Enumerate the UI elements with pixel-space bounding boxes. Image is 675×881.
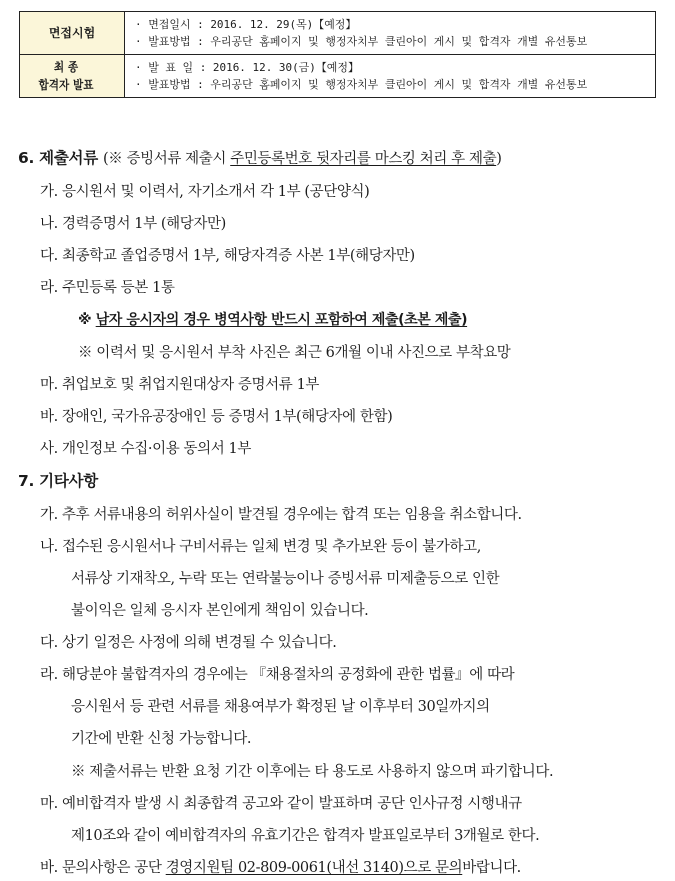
- schedule-value-line: · 발 표 일 : 2016. 12. 30(금)【예정】: [135, 61, 359, 74]
- schedule-value-line: · 발표방법 : 우리공단 홈페이지 및 행정자치부 클린아이 게시 및 합격자 개별 유선통보: [135, 78, 588, 91]
- schedule-label-text: 최 종: [53, 60, 79, 74]
- list-item: 다. 최종학교 졸업증명서 1부, 해당자격증 사본 1부(해당자만): [40, 248, 415, 264]
- section-6-heading: [18, 146, 501, 168]
- section-6-note: [103, 151, 501, 167]
- section-6-title: 6. 제출서류: [18, 149, 98, 167]
- list-item: 가. 응시원서 및 이력서, 자기소개서 각 1부 (공단양식): [40, 184, 370, 200]
- list-item: 나. 접수된 응시원서나 구비서류는 일체 변경 및 추가보완 등이 불가하고,: [40, 539, 481, 555]
- schedule-label-text: 면접시험: [48, 26, 96, 40]
- list-item-continuation: 기간에 반환 신청 가능합니다.: [71, 731, 252, 747]
- disposal-note: ※ 제출서류는 반환 요청 기간 이후에는 타 용도로 사용하지 않으며 파기합니다.: [71, 764, 554, 780]
- photo-note: ※ 이력서 및 응시원서 부착 사진은 최근 6개월 이내 사진으로 부착요망: [78, 345, 511, 361]
- note-underlined: 남자 응시자의 경우 병역사항 반드시 포함하여 제출(초본 제출): [95, 312, 468, 328]
- schedule-value-line: · 면접일시 : 2016. 12. 29(목)【예정】: [135, 18, 357, 31]
- list-item-continuation: 제10조와 같이 예비합격자의 유효기간은 합격자 발표일로부터 3개월로 한다.: [71, 828, 540, 844]
- schedule-value-final: [125, 55, 656, 98]
- schedule-value-line: · 발표방법 : 우리공단 홈페이지 및 행정자치부 클린아이 게시 및 합격자 개별 유선통보: [135, 35, 588, 48]
- schedule-row-interview: [20, 12, 656, 55]
- note-suffix: ): [496, 151, 502, 167]
- note-prefix: (※ 증빙서류 제출시: [102, 151, 231, 167]
- note-underlined: 주민등록번호 뒷자리를 마스킹 처리 후 제출: [230, 151, 497, 167]
- list-item: 라. 해당분야 불합격자의 경우에는 『채용절차의 공정화에 관한 법률』에 따라: [40, 667, 515, 683]
- list-item: 사. 개인정보 수집·이용 동의서 1부: [40, 441, 251, 457]
- schedule-row-final: [20, 55, 656, 98]
- contact-item: [40, 856, 521, 877]
- schedule-label-final: [20, 55, 125, 98]
- contact-prefix: 바. 문의사항은 공단: [40, 860, 166, 876]
- section-7-heading: [18, 469, 98, 491]
- list-item-continuation: 응시원서 등 관련 서류를 채용여부가 확정된 날 이후부터 30일까지의: [71, 699, 490, 715]
- note-mark: ※: [78, 312, 96, 328]
- list-item-continuation: 불이익은 일체 응시자 본인에게 책임이 있습니다.: [71, 603, 369, 619]
- list-item: 마. 취업보호 및 취업지원대상자 증명서류 1부: [40, 377, 320, 393]
- contact-suffix: 바랍니다.: [462, 860, 521, 876]
- schedule-value-interview: [125, 12, 656, 55]
- list-item-continuation: 서류상 기재착오, 누락 또는 연락불능이나 증빙서류 미제출등으로 인한: [71, 571, 500, 587]
- list-item: 나. 경력증명서 1부 (해당자만): [40, 216, 226, 232]
- list-item: 다. 상기 일정은 사정에 의해 변경될 수 있습니다.: [40, 635, 337, 651]
- section-7-title: 7. 기타사항: [18, 472, 98, 490]
- schedule-table: [19, 11, 656, 98]
- schedule-label-interview: [20, 12, 125, 55]
- list-item: 바. 장애인, 국가유공장애인 등 증명서 1부(해당자에 한함): [40, 409, 393, 425]
- list-item: 가. 추후 서류내용의 허위사실이 발견될 경우에는 합격 또는 임용을 취소합니다.: [40, 507, 522, 523]
- military-note: [78, 309, 467, 329]
- contact-underlined: 경영지원팀 02-809-0061(내선 3140)으로 문의: [165, 860, 463, 876]
- list-item: 마. 예비합격자 발생 시 최종합격 공고와 같이 발표하며 공단 인사규정 시행내규: [40, 796, 522, 812]
- list-item: 라. 주민등록 등본 1통: [40, 280, 175, 296]
- schedule-label-text: 합격자 발표: [38, 78, 94, 92]
